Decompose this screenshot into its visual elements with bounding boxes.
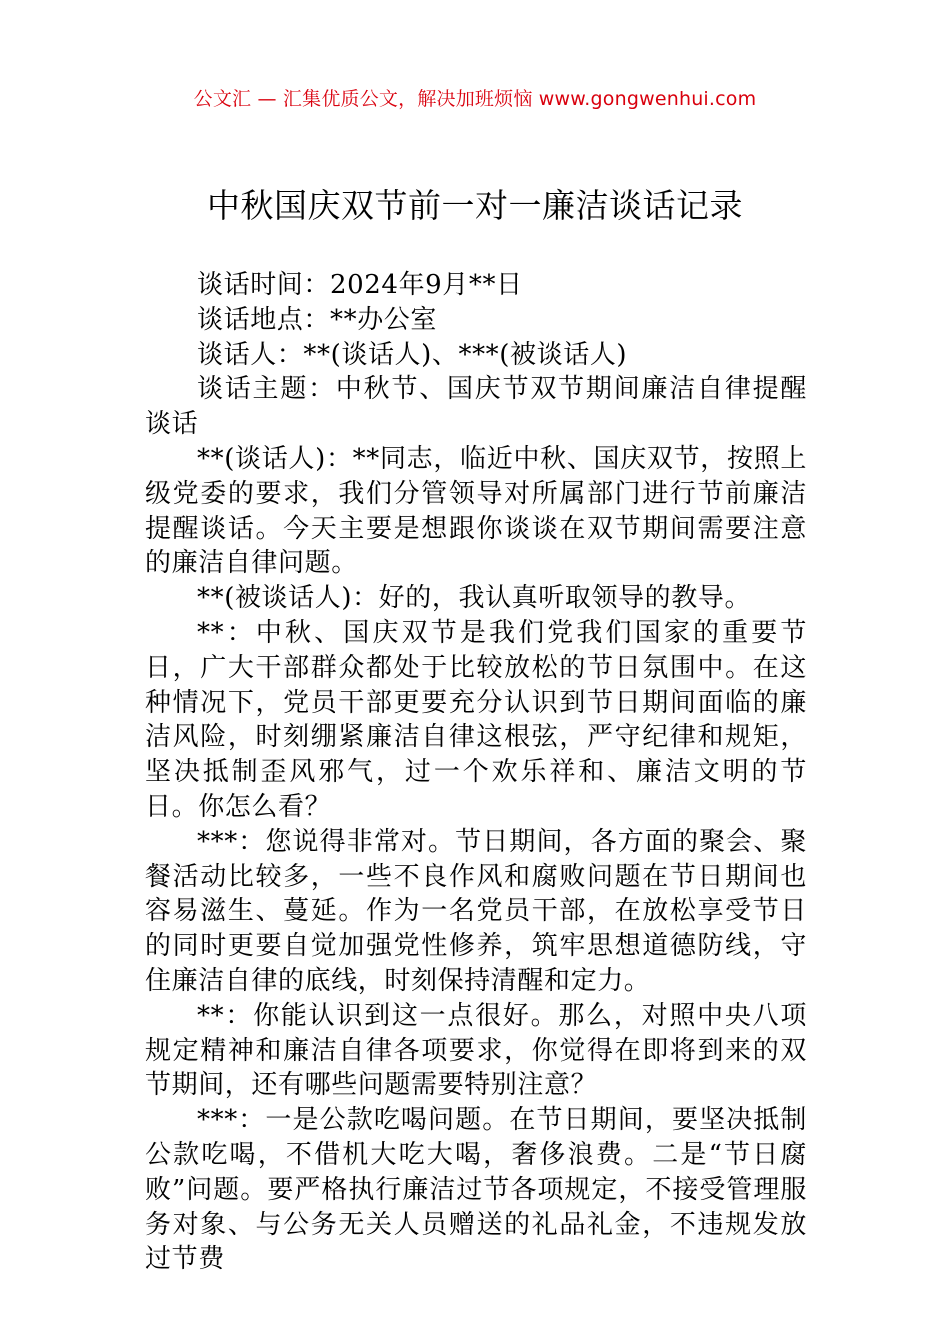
meta-place: 谈话地点：**办公室 [197, 304, 438, 335]
meta-participants: 谈话人：**(谈话人)、***(被谈话人) [197, 339, 628, 370]
paragraph: **(谈话人)：**同志，临近中秋、国庆双节，按照上级党委的要求，我们分管领导对所属部门进行节前廉洁提醒谈话。今天主要是想跟你谈谈在双节期间需要注意的廉洁自律问题。 [145, 443, 807, 579]
meta-time: 谈话时间：2024年9月**日 [197, 270, 523, 300]
paragraph: **：你能认识到这一点很好。那么，对照中央八项规定精神和廉洁自律各项要求，你觉得在即将到来的双节期间，还有哪些问题需要特别注意？ [145, 1000, 807, 1101]
document-body [145, 268, 807, 1277]
meta-topic: 谈话主题：中秋节、国庆节双节期间廉洁自律提醒谈话 [145, 374, 807, 440]
header-banner: 公文汇 — 汇集优质公文，解决加班烦恼 www.gongwenhui.com [193, 88, 757, 110]
document-title: 中秋国庆双节前一对一廉洁谈话记录 [207, 186, 743, 225]
paragraph: ***：一是公款吃喝问题。在节日期间，要坚决抵制公款吃喝，不借机大吃大喝，奢侈浪费。二是“节日腐败”问题。要严格执行廉洁过节各项规定，不接受管理服务对象、与公务无关人员赠送的礼品礼金，不违规发放过节费 [145, 1105, 807, 1275]
paragraph: ***：您说得非常对。节日期间，各方面的聚会、聚餐活动比较多，一些不良作风和腐败问题在节日期间也容易滋生、蔓延。作为一名党员干部，在放松享受节日的同时更要自觉加强党性修养，筑牢思想道德防线，守住廉洁自律的底线，时刻保持清醒和定力。 [145, 826, 807, 996]
paragraph: **：中秋、国庆双节是我们党我们国家的重要节日，广大干部群众都处于比较放松的节日氛围中。在这种情况下，党员干部更要充分认识到节日期间面临的廉洁风险，时刻绷紧廉洁自律这根弦，严守纪律和规矩，坚决抵制歪风邪气，过一个欢乐祥和、廉洁文明的节日。你怎么看？ [145, 617, 807, 822]
paragraph: **(被谈话人)：好的，我认真听取领导的教导。 [197, 583, 752, 614]
